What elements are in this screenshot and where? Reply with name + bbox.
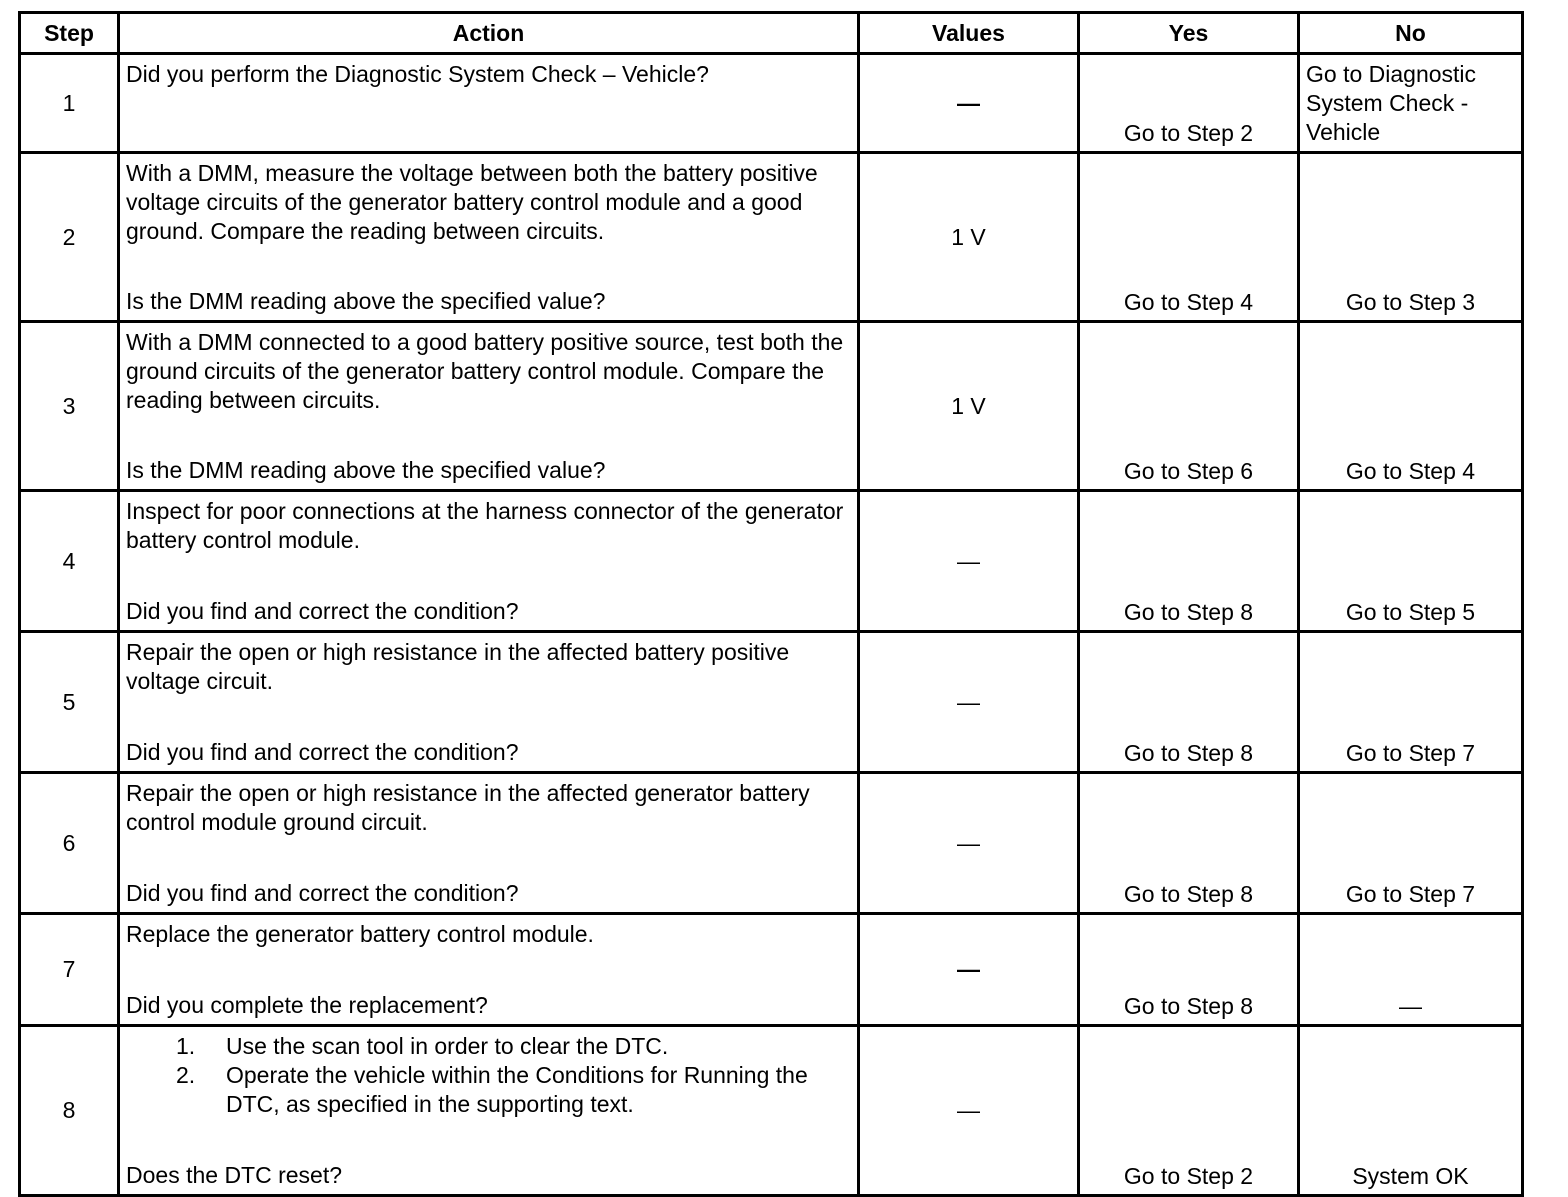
no-cell: Go to Diagnostic System Check - Vehicle [1299,54,1523,153]
action-text: Inspect for poor connections at the harness connector of the generator battery control module. [126,498,844,553]
list-item-number: 1. [176,1033,196,1059]
value-cell: 1 V [859,153,1079,322]
action-question: Is the DMM reading above the specified value? [126,288,606,314]
table-row [20,322,1523,491]
action-cell [119,491,859,632]
list-item-number: 2. [176,1062,196,1088]
step-number: 8 [20,1026,119,1196]
yes-cell: Go to Step 6 [1079,322,1299,491]
header-no: No [1299,13,1523,54]
action-cell [119,322,859,491]
table-row [20,54,1523,153]
header-yes: Yes [1079,13,1299,54]
action-question: Did you find and correct the condition? [126,598,519,624]
action-cell [119,153,859,322]
action-cell [119,54,859,153]
action-cell [119,632,859,773]
yes-cell: Go to Step 2 [1079,54,1299,153]
yes-cell: Go to Step 8 [1079,632,1299,773]
yes-cell: Go to Step 4 [1079,153,1299,322]
action-text: Repair the open or high resistance in the affected battery positive voltage circuit. [126,639,790,694]
procedure-list [126,1032,849,1119]
no-cell: System OK [1299,1026,1523,1196]
no-cell: — [1299,914,1523,1026]
value-cell: — [859,773,1079,914]
table-row [20,153,1523,322]
value-text: — [957,89,980,116]
action-text: Did you perform the Diagnostic System Check – Vehicle? [126,61,709,87]
list-item [176,1061,849,1119]
action-text: Replace the generator battery control module. [126,921,594,947]
action-text: With a DMM, measure the voltage between both the battery positive voltage circuits of the generator battery control module and a good ground. Compare the reading between circuits. [126,160,818,244]
list-item-text: Operate the vehicle within the Conditions for Running the DTC, as specified in the supporting text. [226,1062,808,1117]
value-cell: — [859,1026,1079,1196]
no-cell: Go to Step 3 [1299,153,1523,322]
table-row [20,491,1523,632]
header-values: Values [859,13,1079,54]
value-cell [859,54,1079,153]
action-question: Did you find and correct the condition? [126,739,519,765]
table-row [20,914,1523,1026]
step-number: 3 [20,322,119,491]
action-cell [119,1026,859,1196]
action-text: Repair the open or high resistance in the affected generator battery control module ground circuit. [126,780,810,835]
list-item-text: Use the scan tool in order to clear the DTC. [226,1033,669,1059]
list-item [176,1032,849,1061]
no-cell: Go to Step 7 [1299,773,1523,914]
no-cell: Go to Step 5 [1299,491,1523,632]
action-text: With a DMM connected to a good battery positive source, test both the ground circuits of the generator battery control module. Compare the reading between circuits. [126,329,844,413]
table-row [20,773,1523,914]
table-row [20,1026,1523,1196]
yes-cell: Go to Step 8 [1079,914,1299,1026]
yes-cell: Go to Step 2 [1079,1026,1299,1196]
table-row [20,632,1523,773]
step-number: 1 [20,54,119,153]
value-text: — [957,956,980,982]
header-row [20,13,1523,54]
action-question: Did you complete the replacement? [126,992,488,1018]
step-number: 7 [20,914,119,1026]
diagnostic-table [18,11,1524,1197]
yes-cell: Go to Step 8 [1079,491,1299,632]
value-cell: — [859,632,1079,773]
action-question: Did you find and correct the condition? [126,880,519,906]
no-cell: Go to Step 7 [1299,632,1523,773]
step-number: 4 [20,491,119,632]
step-number: 5 [20,632,119,773]
step-number: 2 [20,153,119,322]
value-cell: 1 V [859,322,1079,491]
action-cell [119,914,859,1026]
header-step: Step [20,13,119,54]
yes-cell: Go to Step 8 [1079,773,1299,914]
action-cell [119,773,859,914]
action-question: Is the DMM reading above the specified value? [126,457,606,483]
value-cell: — [859,491,1079,632]
header-action: Action [119,13,859,54]
action-question: Does the DTC reset? [126,1162,343,1188]
no-cell: Go to Step 4 [1299,322,1523,491]
step-number: 6 [20,773,119,914]
value-cell [859,914,1079,1026]
